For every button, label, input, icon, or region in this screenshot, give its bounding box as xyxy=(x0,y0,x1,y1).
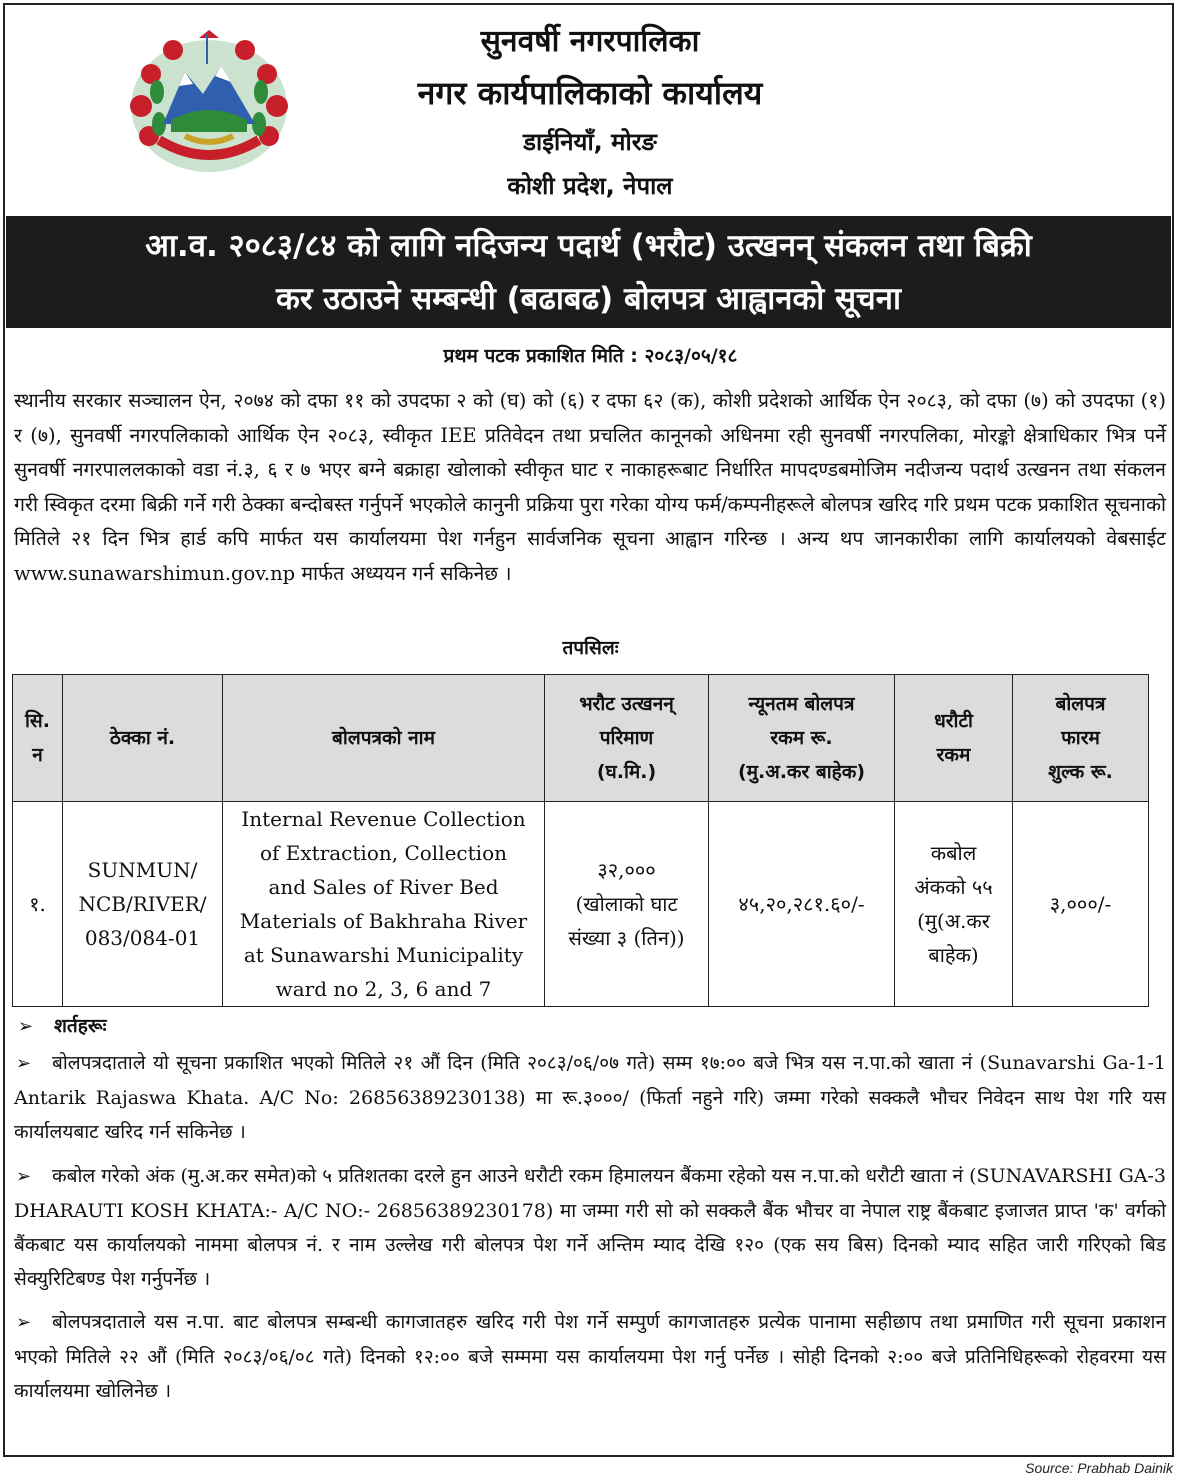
schedule-label: तपसिलः xyxy=(562,637,619,659)
notice-title-line2: कर उठाउने सम्बन्धी (बढाबढ) बोलपत्र आह्वानको सूचना xyxy=(276,281,901,317)
header-tender-name: बोलपत्रको नाम xyxy=(223,675,545,802)
office-header xyxy=(300,18,880,208)
cell-sn: १. xyxy=(13,802,63,1007)
office-location: डाईनियाँ, मोरङ xyxy=(523,128,657,156)
bullet-arrow-icon: ➢ xyxy=(16,1166,32,1187)
office-name: नगर कार्यपालिकाको कार्यालय xyxy=(417,74,763,112)
bullet-arrow-icon: ➢ xyxy=(18,1016,34,1037)
term-item-3 xyxy=(14,1305,1166,1408)
header-sn: सि. न xyxy=(13,675,63,802)
notice-title-banner xyxy=(6,216,1171,328)
term-item-1 xyxy=(14,1046,1166,1149)
nepal-emblem-icon xyxy=(123,28,295,178)
table-row xyxy=(13,802,1149,1007)
notice-title-line1: आ.व. २०८३/८४ को लागि नदिजन्य पदार्थ (भरौट) उत्खनन् संकलन तथा बिक्री xyxy=(145,228,1032,264)
term-text: बोलपत्रदाताले यस न.पा. बाट बोलपत्र सम्बन्धी कागजातहरु खरिद गरी पेश गर्ने सम्पुर्ण कागजातहरु प्रत्येक पानामा सहीछाप तथा प्रमाणित गरी सूचना प्रकाशन भएको मितिले २२ औं (मिति २०८३/०६/०८ गते) दिनको १२:०० बजे सम्ममा यस कार्यालयमा पेश गर्नु पर्नेछ । सोही दिनको २:०० बजे प्रतिनिधिहरूको रोहवरमा यस कार्यालयमा खोलिनेछ । xyxy=(14,1311,1166,1402)
cell-quantity: ३२,००० (खोलाको घाट संख्या ३ (तिन)) xyxy=(545,802,709,1007)
cell-form-fee: ३,०००/- xyxy=(1013,802,1149,1007)
header-form-fee: बोलपत्र फारम शुल्क रू. xyxy=(1013,675,1149,802)
table-header-row xyxy=(13,675,1149,802)
cell-deposit: कबोल अंकको ५५ (मु(अ.कर बाहेक) xyxy=(895,802,1013,1007)
municipality-name: सुनवर्षी नगरपालिका xyxy=(480,24,700,59)
terms-heading-label: शर्तहरूः xyxy=(54,1015,107,1037)
bullet-arrow-icon: ➢ xyxy=(16,1312,32,1333)
tender-table xyxy=(12,674,1149,1007)
cell-min-amount: ४५,२०,२८१.६०/- xyxy=(709,802,895,1007)
header-quantity: भरौट उत्खनन् परिमाण (घ.मि.) xyxy=(545,675,709,802)
source-credit: Source: Prabhab Dainik xyxy=(1025,1460,1173,1476)
bullet-arrow-icon: ➢ xyxy=(16,1053,32,1074)
term-text: कबोल गरेको अंक (मु.अ.कर समेत)को ५ प्रतिशतका दरले हुन आउने धरौटी रकम हिमालयन बैंकमा रहेको यस न.पा.को धरौटी खाता नं (SUNAVARSHI GA-3 DHARAUTI KOSH KHATA:- A/C NO:- 26856389230178) मा जम्मा गरी सो को सक्कलै बैंक भौचर वा नेपाल राष्ट्र बैंकबाट इजाजत प्राप्त 'क' वर्गको बैंकबाट यस कार्यालयको नाममा बोलपत्र नं. र नाम उल्लेख गरी बोलपत्र पेश गर्ने अन्तिम म्याद देखि १२० (एक सय बिस) दिनको म्याद सहित जारी गरिएको बिड सेक्युरिटिबण्ड पेश गर्नुपर्नेछ । xyxy=(14,1165,1166,1290)
first-published-date: प्रथम पटक प्रकाशित मिति : २०८३/०५/१८ xyxy=(443,345,738,367)
intro-paragraph: स्थानीय सरकार सञ्चालन ऐन, २०७४ को दफा ११ को उपदफा २ को (घ) को (६) र दफा ६२ (क), कोशी प्रदेशको आर्थिक ऐन २०८३, को दफा (७) को उपदफा (१) र (७), सुनवर्षी नगरपलिकाको आर्थिक ऐन २०८३, स्वीकृत IEE प्रतिवेदन तथा प्रचलित कानूनको अधिनमा रही सुनवर्षी नगरपलिका, मोरङ्को क्षेत्राधिकार भित्र पर्ने सुनवर्षी नगरपाललकाको वडा नं.३, ६ र ७ भएर बग्ने बक्राहा खोलाको स्वीकृत घाट र नाकाहरूबाट निर्धारित मापदण्डबमोजिम नदीजन्य पदार्थ उत्खनन तथा संकलन गरी स्विकृत दरमा बिक्री गर्ने गरी ठेक्का बन्दोबस्त गर्नुपर्ने भएकोले कानुनी प्रक्रिया पुरा गरेका योग्य फर्म/कम्पनीहरूले बोलपत्र खरिद गरि प्रथम पटक प्रकाशित सूचनाको मितिले २१ दिन भित्र हार्ड कपि मार्फत यस कार्यालयमा पेश गर्नहुन सार्वजनिक सूचना आह्वान गरिन्छ । अन्य थप जानकारीका लागि कार्यालयको वेबसाईट www.sunawarshimun.gov.np मार्फत अध्ययन गर्न सकिनेछ । xyxy=(14,389,1166,585)
term-text: बोलपत्रदाताले यो सूचना प्रकाशित भएको मितिले २१ औं दिन (मिति २०८३/०६/०७ गते) सम्म १७:०० बजे भित्र यस न.पा.को खाता नं (Sunavarshi Ga-1-1 Antarik Rajaswa Khata. A/C No: 26856389230138) मा रू.३०००/ (फिर्ता नहुने गरि) जम्मा गरेको सक्कलै भौचर निवेदन साथ पेश गरि यस कार्यालयबाट खरिद गर्न सकिनेछ । xyxy=(14,1052,1166,1143)
province-name: कोशी प्रदेश, नेपाल xyxy=(507,172,673,200)
header-deposit: धरौटी रकम xyxy=(895,675,1013,802)
cell-contract-no: SUNMUN/ NCB/RIVER/ 083/084-01 xyxy=(63,802,223,1007)
term-item-2 xyxy=(14,1159,1166,1296)
header-min-amount: न्यूनतम बोलपत्र रकम रू. (मु.अ.कर बाहेक) xyxy=(709,675,895,802)
header-contract-no: ठेक्का नं. xyxy=(63,675,223,802)
terms-heading xyxy=(16,1012,106,1038)
cell-tender-name: Internal Revenue Collection of Extraction, Collection and Sales of River Bed Materials of Bakhraha River at Sunawarshi Municipality ward no 2, 3, 6 and 7 xyxy=(223,802,545,1007)
